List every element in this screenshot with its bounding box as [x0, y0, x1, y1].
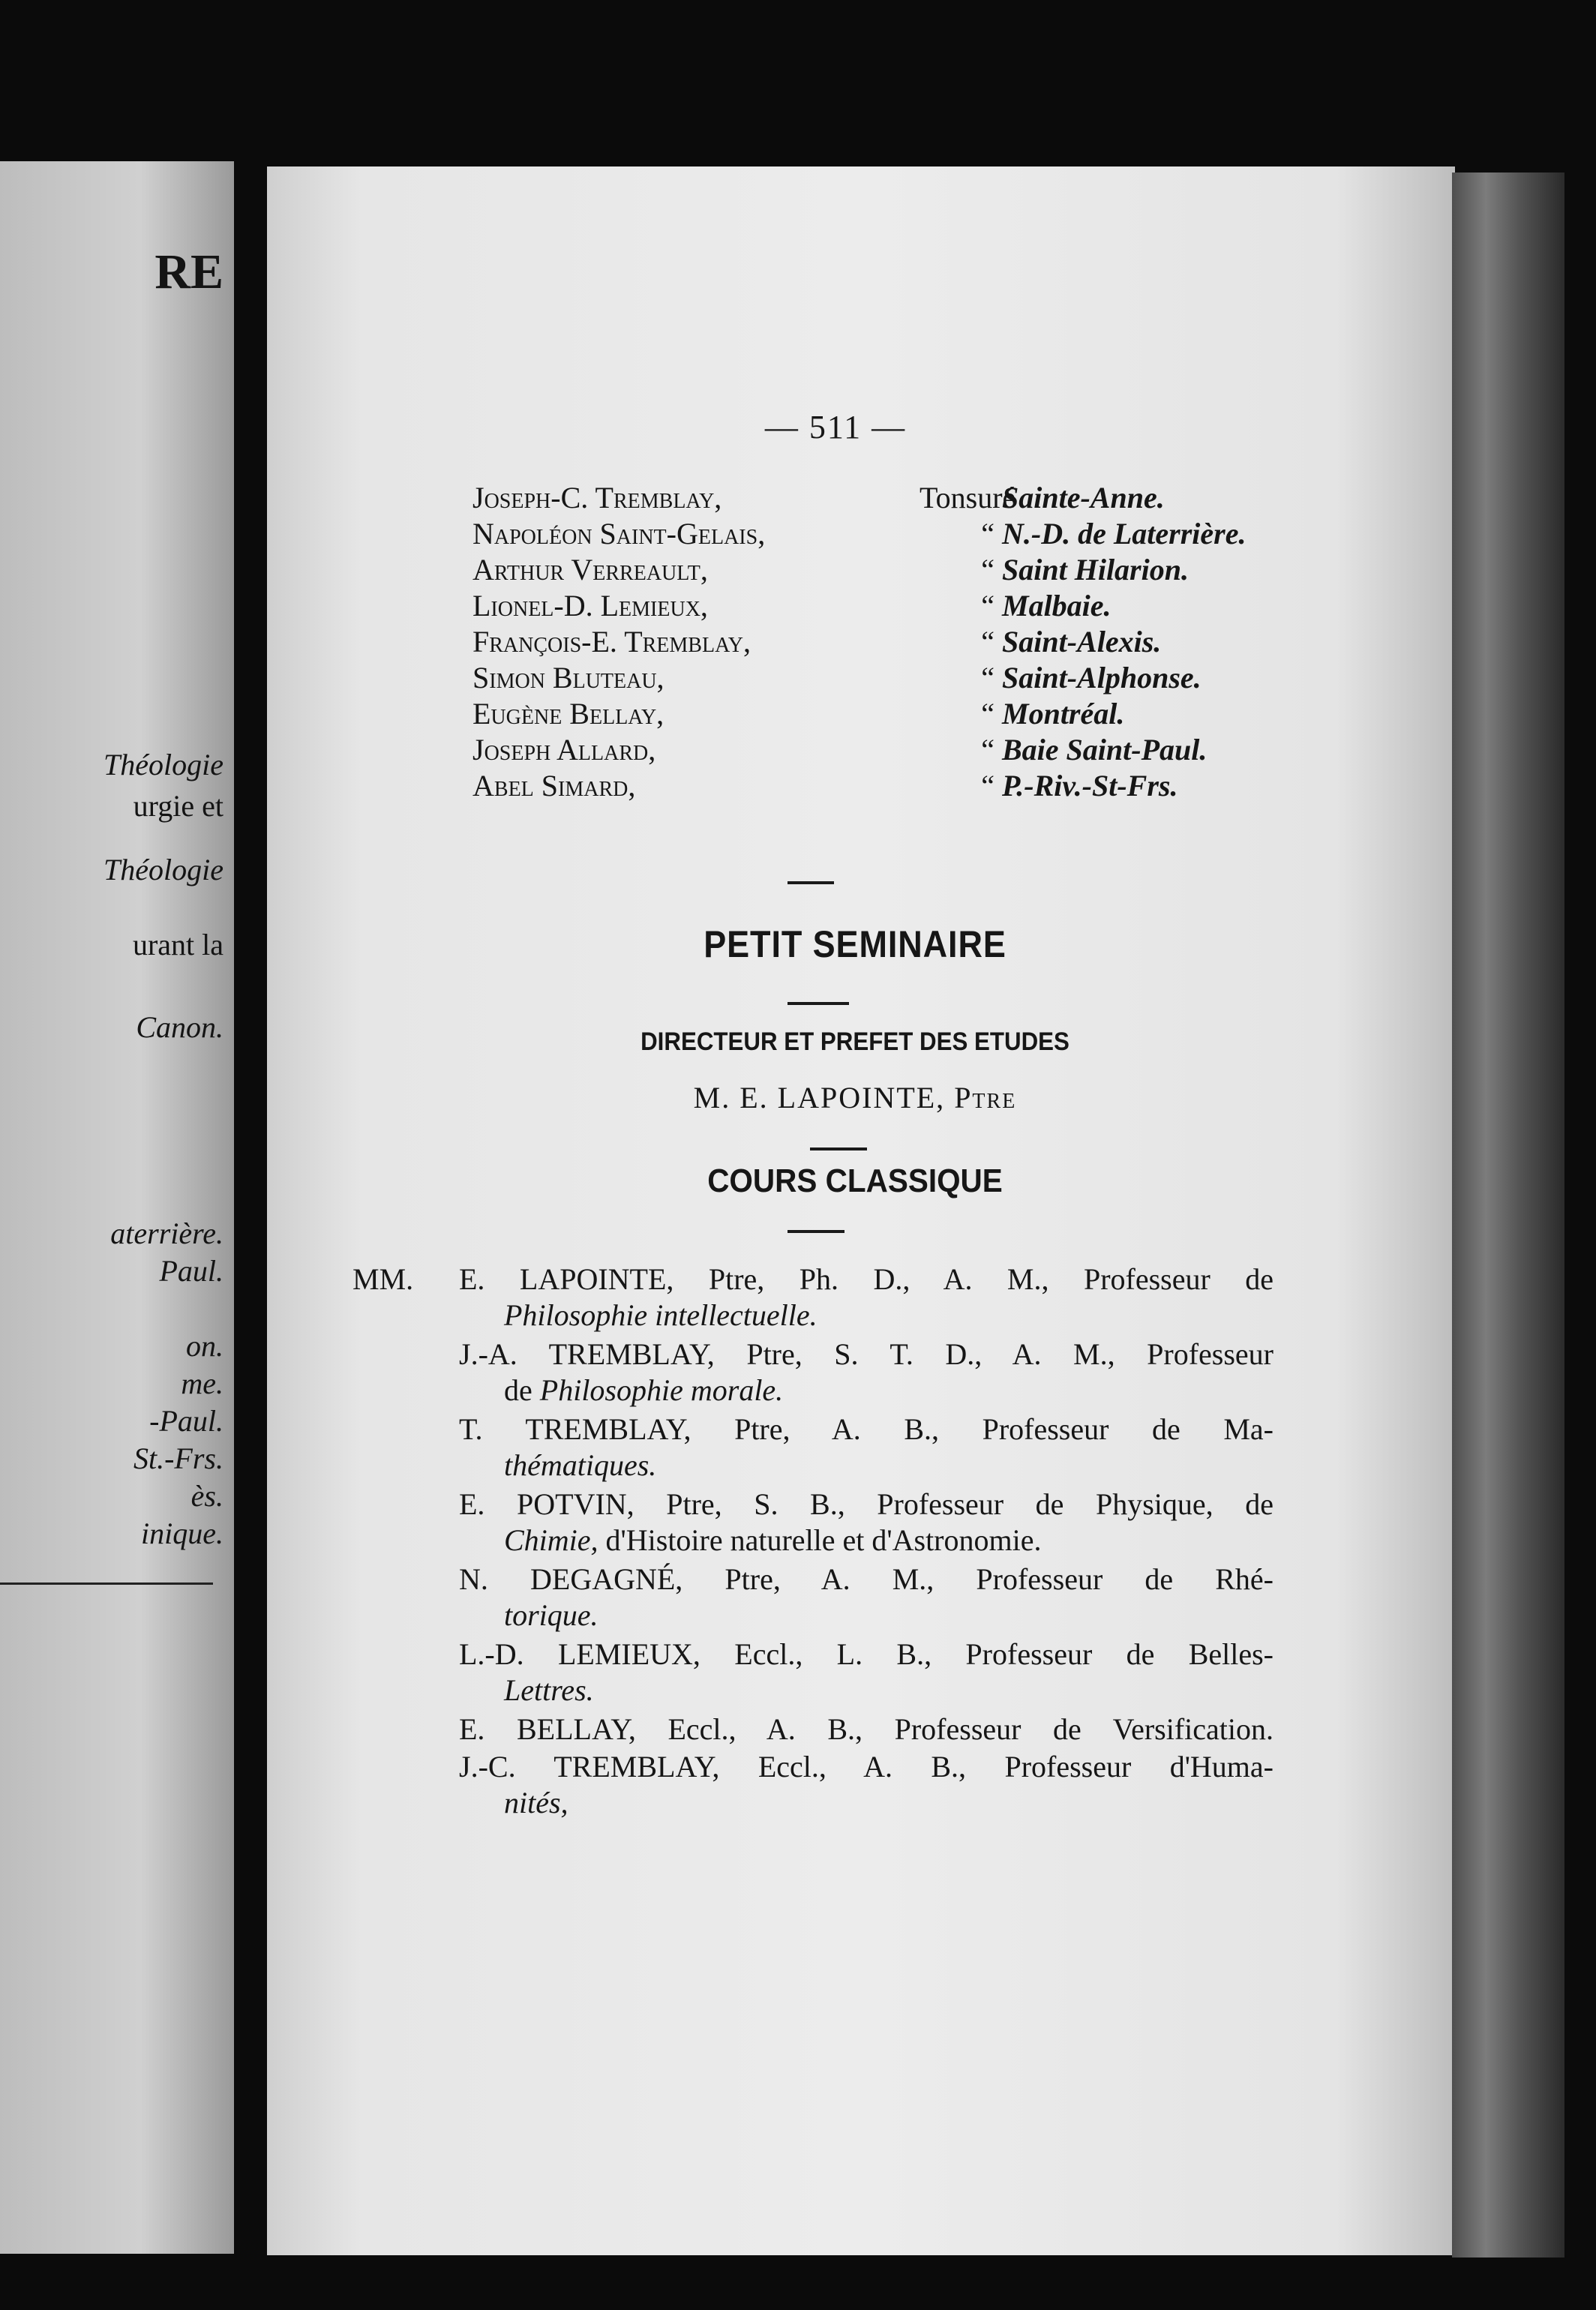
seminarist-row — [472, 624, 1312, 660]
seminarist-status: “ — [981, 517, 994, 550]
professor-line-continued — [459, 1598, 1274, 1634]
seminarist-row — [472, 768, 1312, 804]
left-page-fragment: Paul. — [159, 1254, 224, 1288]
professor-subject: Philosophie intellectuelle. — [504, 1298, 818, 1332]
left-page-fragment: RE — [154, 244, 224, 299]
seminarist-name: Lionel-D. Lemieux, — [472, 589, 708, 622]
seminarist-name: Joseph-C. Tremblay, — [472, 481, 722, 514]
professor-entry — [459, 1412, 1274, 1484]
page-edge — [1452, 172, 1564, 2258]
seminarist-name: Joseph Allard, — [472, 733, 656, 766]
seminarist-row — [472, 660, 1312, 696]
left-page-rule — [0, 1582, 213, 1585]
seminarist-status: “ — [981, 769, 994, 802]
professor-line: N. DEGAGNÉ, Ptre, A. M., Professeur de Rhé- — [459, 1562, 1274, 1596]
seminarist-name: François-E. Tremblay, — [472, 625, 751, 658]
professor-subject: Philosophie morale. — [539, 1373, 784, 1407]
seminarist-row — [472, 480, 1312, 516]
mm-label: MM. — [352, 1262, 414, 1296]
seminarist-name: Napoléon Saint-Gelais, — [472, 517, 766, 550]
professor-line-continued — [459, 1785, 1274, 1821]
left-page — [0, 161, 234, 2254]
rule-divider — [788, 881, 834, 884]
left-page-fragment: St.-Frs. — [134, 1442, 224, 1475]
professor-line: E. POTVIN, Ptre, S. B., Professeur de Physique, de — [459, 1487, 1274, 1521]
professor-line-continued: de Philosophie morale. — [504, 1373, 784, 1407]
section-title: PETIT SEMINAIRE — [704, 923, 1006, 965]
professor-subject: Lettres. — [504, 1673, 594, 1707]
professor-line: L.-D. LEMIEUX, Eccl., L. B., Professeur de Belles- — [459, 1637, 1274, 1671]
professor-subject: Chimie, — [504, 1523, 598, 1557]
professor-entry — [459, 1636, 1274, 1708]
seminarist-row — [472, 696, 1312, 732]
seminarist-parish: P.-Riv.-St-Frs. — [1002, 769, 1178, 802]
seminarist-parish: Saint Hilarion. — [1002, 553, 1189, 586]
professor-subject: torique. — [504, 1598, 598, 1632]
professor-line-continued — [459, 1448, 1274, 1484]
director-name — [518, 1080, 1192, 1115]
left-page-fragment: ès. — [190, 1479, 224, 1513]
seminarist-row — [472, 588, 1312, 624]
seminarist-status: “ — [981, 661, 994, 694]
left-page-fragment: Théologie — [104, 853, 224, 886]
seminarist-parish: N.-D. de Laterrière. — [1002, 517, 1246, 550]
professor-line-continued — [459, 1672, 1274, 1708]
seminarist-name: Eugène Bellay, — [472, 697, 664, 730]
seminarist-parish: Saint-Alphonse. — [1002, 661, 1202, 694]
professor-line-continued — [459, 1298, 1274, 1334]
page-number: — 511 — — [764, 409, 907, 446]
left-page-fragment: Canon. — [136, 1010, 224, 1044]
rule-divider — [788, 1230, 844, 1233]
professor-entry — [459, 1562, 1274, 1634]
professor-entry — [459, 1749, 1274, 1821]
seminarist-status: “ — [981, 697, 994, 730]
professor-line: J.-C. TREMBLAY, Eccl., A. B., Professeur d'Huma- — [459, 1750, 1274, 1784]
professor-line-continued: Chimie, d'Histoire naturelle et d'Astronomie. — [504, 1523, 1042, 1557]
rule-divider — [810, 1148, 867, 1150]
seminarist-status: Tonsuré — [920, 481, 1016, 514]
professor-line: T. TREMBLAY, Ptre, A. B., Professeur de Ma- — [459, 1412, 1274, 1446]
left-page-fragment: -Paul. — [149, 1404, 224, 1438]
professor-line: E. BELLAY, Eccl., A. B., Professeur de Versification. — [459, 1712, 1274, 1746]
director-title: Ptre — [954, 1081, 1017, 1114]
professor-subject: nités, — [504, 1786, 568, 1820]
professor-line: E. LAPOINTE, Ptre, Ph. D., A. M., Professeur de — [459, 1262, 1274, 1296]
seminarist-status: “ — [981, 553, 994, 586]
left-page-fragment: Théologie — [104, 748, 224, 782]
seminarist-name: Simon Bluteau, — [472, 661, 664, 694]
subsection-title: DIRECTEUR ET PREFET DES ETUDES — [640, 1028, 1070, 1056]
left-page-fragment: on. — [186, 1329, 224, 1363]
left-page-fragment: urant la — [132, 928, 224, 962]
left-page-fragment: inique. — [141, 1516, 224, 1550]
left-page-fragment: urgie et — [133, 789, 224, 823]
seminarist-parish: Baie Saint-Paul. — [1002, 733, 1208, 766]
professor-entry — [459, 1712, 1274, 1748]
left-page-fragment: aterrière. — [110, 1216, 224, 1250]
seminarist-name: Arthur Verreault, — [472, 553, 708, 586]
professor-entry — [459, 1336, 1274, 1408]
seminarist-parish: Malbaie. — [1002, 589, 1112, 622]
seminarist-parish: Montréal. — [1002, 697, 1125, 730]
seminarist-status: “ — [981, 733, 994, 766]
professor-entry — [459, 1262, 1274, 1334]
professor-line: J.-A. TREMBLAY, Ptre, S. T. D., A. M., Professeur — [459, 1337, 1274, 1371]
seminarist-parish: Sainte-Anne. — [1002, 481, 1165, 514]
director-name-text: M. E. LAPOINTE, — [693, 1081, 946, 1114]
professor-entry — [459, 1486, 1274, 1558]
professor-subject: thématiques. — [504, 1448, 657, 1482]
left-page-fragment: me. — [181, 1366, 224, 1400]
seminarist-status: “ — [981, 625, 994, 658]
seminarist-parish: Saint-Alexis. — [1002, 625, 1162, 658]
rule-divider — [788, 1002, 849, 1005]
course-title: COURS CLASSIQUE — [707, 1162, 1003, 1199]
seminarist-row — [472, 516, 1312, 552]
seminarist-status: “ — [981, 589, 994, 622]
seminarist-row — [472, 732, 1312, 768]
seminarist-row — [472, 552, 1312, 588]
seminarist-name: Abel Simard, — [472, 769, 636, 802]
